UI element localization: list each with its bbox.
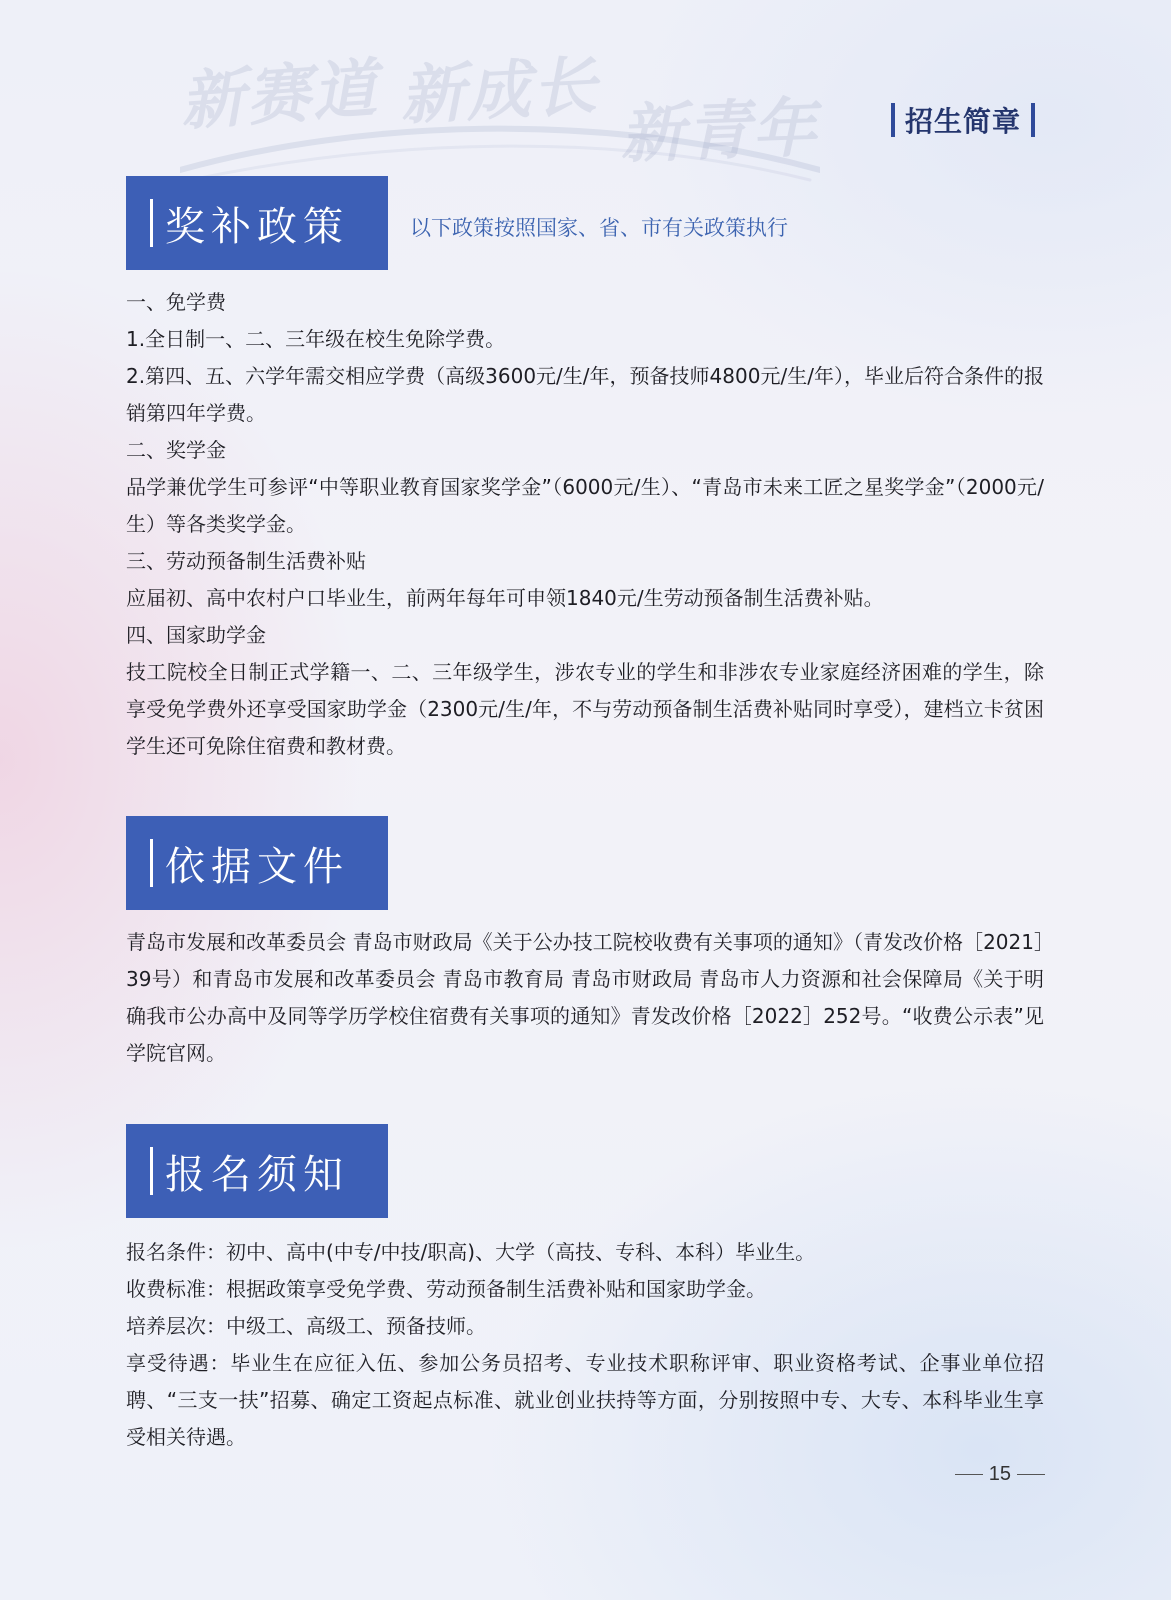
- page-number-line-right: [1017, 1474, 1045, 1475]
- policy-heading: 二、奖学金: [126, 438, 226, 462]
- notice-paragraph: 培养层次：中级工、高级工、预备技师。: [126, 1314, 486, 1338]
- notice-paragraph: 报名条件：初中、高中(中专/中技/职高)、大学（高技、专科、本科）毕业生。: [126, 1240, 816, 1264]
- section-title-box-basis: [126, 816, 388, 910]
- section-title-policy: 奖补政策: [165, 203, 349, 250]
- section-title-bar: [150, 199, 153, 247]
- header-bar-right: [1031, 103, 1035, 137]
- section-title-box-policy: [126, 176, 388, 270]
- section-title-bar: [150, 839, 153, 887]
- section-subtitle-policy: 以下政策按照国家、省、市有关政策执行: [410, 217, 788, 240]
- slogan-word: 新青年: [618, 90, 820, 173]
- basis-content: [126, 924, 1044, 1072]
- section-title-notice: 报名须知: [165, 1151, 349, 1198]
- policy-heading: 三、劳动预备制生活费补贴: [126, 549, 366, 573]
- section-title-basis: 依据文件: [165, 843, 349, 890]
- section-title-box-notice: [126, 1124, 388, 1218]
- policy-paragraph: 1.全日制一、二、三年级在校生免除学费。: [126, 327, 506, 351]
- slogan-word: 新成长: [398, 48, 601, 135]
- header-title: 招生简章: [904, 106, 1021, 137]
- section-title-bar: [150, 1147, 153, 1195]
- header-tag: [891, 102, 1035, 138]
- page-number: [955, 1463, 1045, 1486]
- page-number-value: 15: [988, 1463, 1011, 1485]
- notice-paragraph: 收费标准：根据政策享受免学费、劳动预备制生活费补贴和国家助学金。: [126, 1277, 766, 1301]
- page-number-line-left: [955, 1474, 983, 1475]
- slogan-word: 新赛道: [178, 51, 381, 140]
- slogan-watermark: [180, 40, 820, 190]
- notice-paragraph: 享受待遇：毕业生在应征入伍、参加公务员招考、专业技术职称评审、职业资格考试、企事业单位招聘、“三支一扶”招募、确定工资起点标准、就业创业扶持等方面，分别按照中专、大专、本科毕业生享受相关待遇。: [126, 1351, 1044, 1449]
- policy-paragraph: 技工院校全日制正式学籍一、二、三年级学生，涉农专业的学生和非涉农专业家庭经济困难的学生，除享受免学费外还享受国家助学金（2300元/生/年，不与劳动预备制生活费补贴同时享受），建档立卡贫困学生还可免除住宿费和教材费。: [126, 660, 1044, 758]
- header-bar-left: [891, 103, 895, 137]
- policy-paragraph: 2.第四、五、六学年需交相应学费（高级3600元/生/年，预备技师4800元/生/年），毕业后符合条件的报销第四年学费。: [126, 364, 1044, 425]
- notice-content: [126, 1234, 1044, 1456]
- policy-heading: 四、国家助学金: [126, 623, 266, 647]
- policy-heading: 一、免学费: [126, 290, 226, 314]
- policy-paragraph: 品学兼优学生可参评“中等职业教育国家奖学金”（6000元/生）、“青岛市未来工匠之星奖学金”（2000元/生）等各类奖学金。: [126, 475, 1044, 536]
- policy-content: [126, 284, 1044, 765]
- basis-paragraph: 青岛市发展和改革委员会 青岛市财政局《关于公办技工院校收费有关事项的通知》（青发改价格［2021］39号）和青岛市发展和改革委员会 青岛市教育局 青岛市财政局 青岛市人力资源和社会保障局《关于明确我市公办高中及同等学历学校住宿费有关事项的通知》青发改价格［2022］252号。“收费公示表”见学院官网。: [126, 930, 1044, 1065]
- policy-paragraph: 应届初、高中农村户口毕业生，前两年每年可申领1840元/生劳动预备制生活费补贴。: [126, 586, 884, 610]
